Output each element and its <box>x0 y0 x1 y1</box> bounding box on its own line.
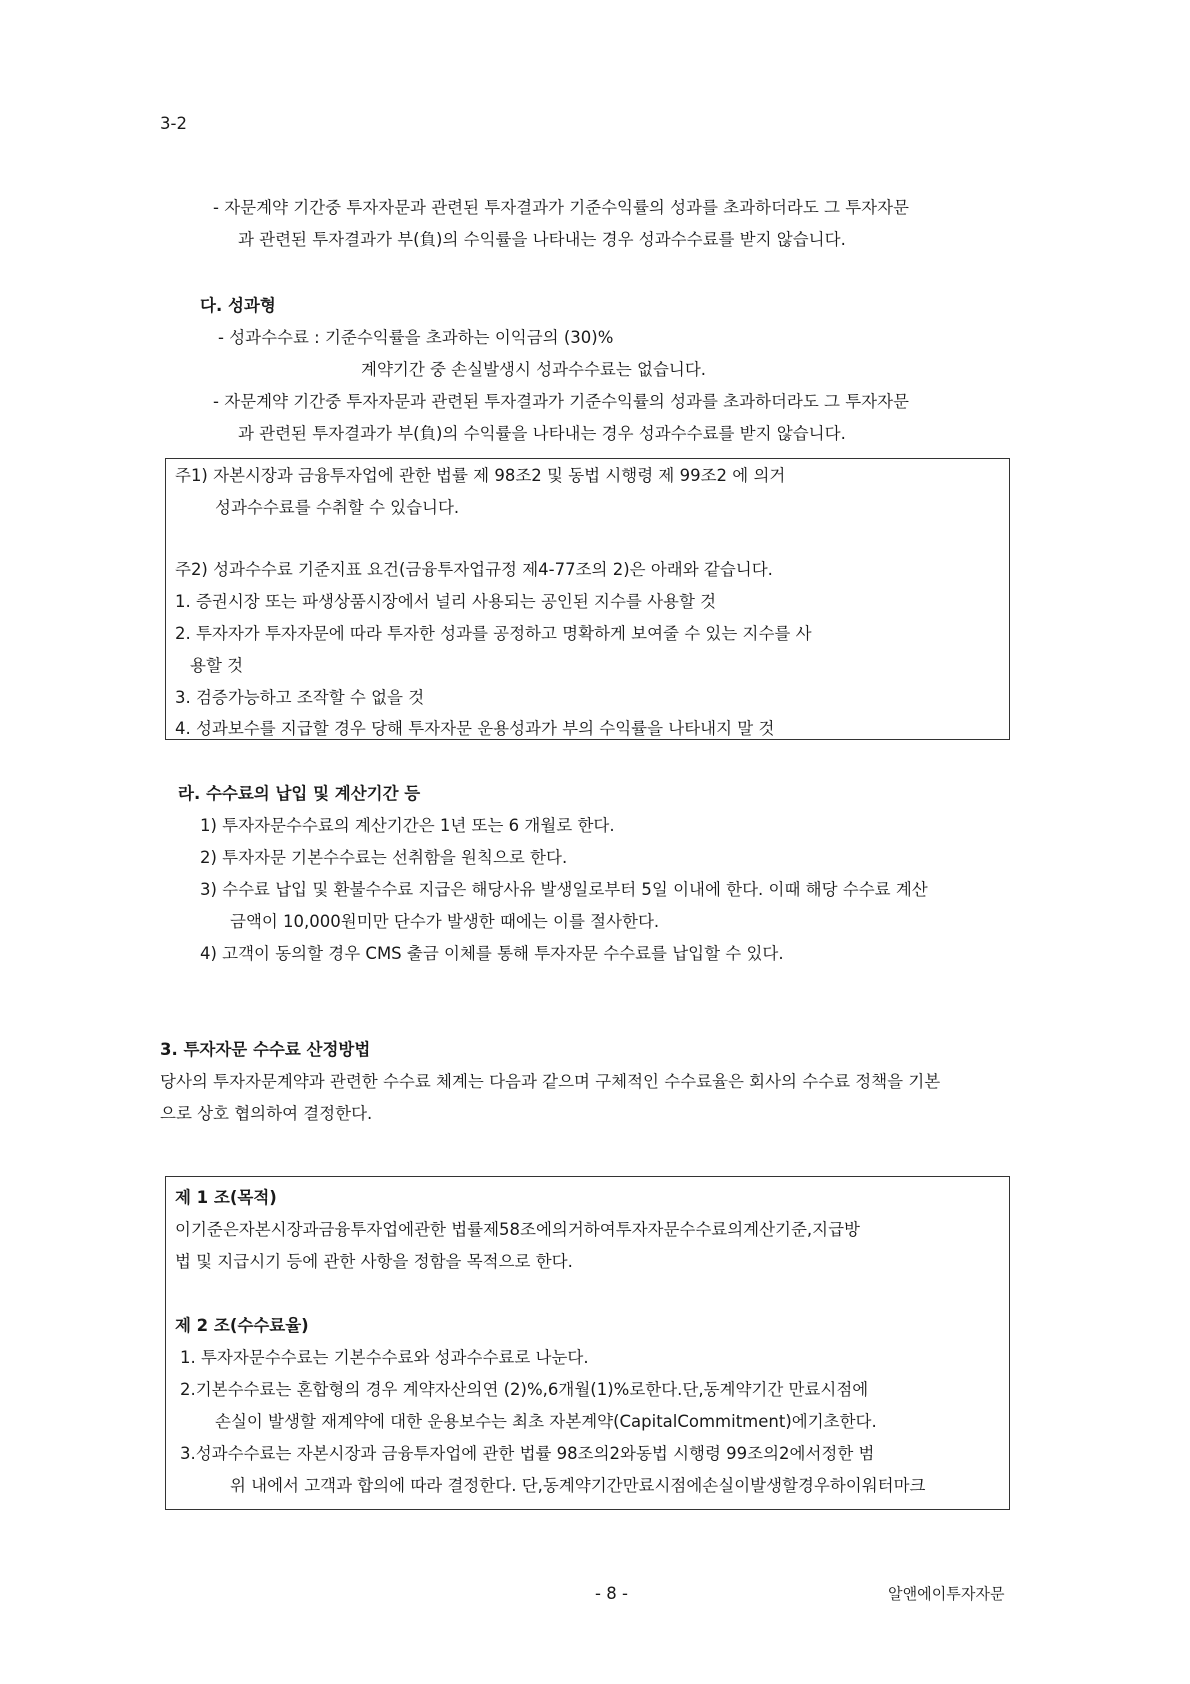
footnote-2-item-2-line-2: 용할 것 <box>190 656 244 675</box>
article-2-item-3-line-1: 3.성과수수료는 자본시장과 금융투자업에 관한 법률 98조의2와동법 시행령 99조의2에서정한 범 <box>180 1444 875 1463</box>
footnote-1-line-2: 성과수수료를 수취할 수 있습니다. <box>215 498 460 517</box>
section-ra-item-3-line-2: 금액이 10,000원미만 단수가 발생한 때에는 이를 절사한다. <box>230 912 660 931</box>
section-3-paragraph-line-1: 당사의 투자자문계약과 관련한 수수료 체계는 다음과 같으며 구체적인 수수료율은 회사의 수수료 정책을 기본 <box>160 1072 941 1091</box>
section-ra-item-4: 4) 고객이 동의할 경우 CMS 출금 이체를 통해 투자자문 수수료를 납입할 수 있다. <box>200 944 784 963</box>
footnote-2-item-2-line-1: 2. 투자자가 투자자문에 따라 투자한 성과를 공정하고 명확하게 보여줄 수 있는 지수를 사 <box>175 624 812 643</box>
section-ra-title: 라. 수수료의 납입 및 계산기간 등 <box>178 784 421 803</box>
section-3-title: 3. 투자자문 수수료 산정방법 <box>160 1040 371 1059</box>
intro-note-line-2: 과 관련된 투자결과가 부(負)의 수익률을 나타내는 경우 성과수수료를 받지 않습니다. <box>238 230 846 249</box>
article-1-title: 제 1 조(목적) <box>175 1188 277 1207</box>
section-ra-item-3-line-1: 3) 수수료 납입 및 환불수수료 지급은 해당사유 발생일로부터 5일 이내에 한다. 이때 해당 수수료 계산 <box>200 880 928 899</box>
page-number: - 8 - <box>595 1584 628 1603</box>
section-da-note-line-2: 과 관련된 투자결과가 부(負)의 수익률을 나타내는 경우 성과수수료를 받지 않습니다. <box>238 424 846 443</box>
section-da-title: 다. 성과형 <box>200 296 276 315</box>
article-2-title: 제 2 조(수수료율) <box>175 1316 309 1335</box>
section-da-note-line-1: - 자문계약 기간중 투자자문과 관련된 투자결과가 기준수익률의 성과를 초과하더라도 그 투자자문 <box>213 392 909 411</box>
section-ra-item-2: 2) 투자자문 기본수수료는 선취함을 원칙으로 한다. <box>200 848 568 867</box>
footnote-2-item-1: 1. 증권시장 또는 파생상품시장에서 널리 사용되는 공인된 지수를 사용할 것 <box>175 592 717 611</box>
footnote-2-title: 주2) 성과수수료 기준지표 요건(금융투자업규정 제4-77조의 2)은 아래와 같습니다. <box>175 560 773 579</box>
performance-fee-line-2: 계약기간 중 손실발생시 성과수수료는 없습니다. <box>361 360 707 379</box>
article-2-item-2-line-2: 손실이 발생할 재계약에 대한 운용보수는 최초 자본계약(CapitalCommitment)에기초한다. <box>215 1412 877 1431</box>
article-2-item-2-line-1: 2.기본수수료는 혼합형의 경우 계약자산의연 (2)%,6개월(1)%로한다.단,동계약기간 만료시점에 <box>180 1380 869 1399</box>
section-ra-item-1: 1) 투자자문수수료의 계산기간은 1년 또는 6 개월로 한다. <box>200 816 615 835</box>
article-1-line-1: 이기준은자본시장과금융투자업에관한 법률제58조에의거하여투자자문수수료의계산기준,지급방 <box>175 1220 860 1239</box>
footnote-2-item-3: 3. 검증가능하고 조작할 수 없을 것 <box>175 688 425 707</box>
company-name: 알앤에이투자자문 <box>888 1585 1005 1603</box>
section-number: 3-2 <box>160 114 187 133</box>
section-3-paragraph-line-2: 으로 상호 협의하여 결정한다. <box>160 1104 373 1123</box>
intro-note-line-1: - 자문계약 기간중 투자자문과 관련된 투자결과가 기준수익률의 성과를 초과하더라도 그 투자자문 <box>213 198 909 217</box>
article-2-item-1: 1. 투자자문수수료는 기본수수료와 성과수수료로 나눈다. <box>180 1348 589 1367</box>
footnote-2-item-4: 4. 성과보수를 지급할 경우 당해 투자자문 운용성과가 부의 수익률을 나타내지 말 것 <box>175 719 775 738</box>
article-2-item-3-line-2: 위 내에서 고객과 합의에 따라 결정한다. 단,동계약기간만료시점에손실이발생할경우하이워터마크 <box>230 1476 926 1495</box>
performance-fee-line: - 성과수수료 : 기준수익률을 초과하는 이익금의 (30)% <box>218 328 614 347</box>
article-1-line-2: 법 및 지급시기 등에 관한 사항을 정함을 목적으로 한다. <box>175 1252 573 1271</box>
footnote-1-line-1: 주1) 자본시장과 금융투자업에 관한 법률 제 98조2 및 동법 시행령 제 99조2 에 의거 <box>175 466 786 485</box>
